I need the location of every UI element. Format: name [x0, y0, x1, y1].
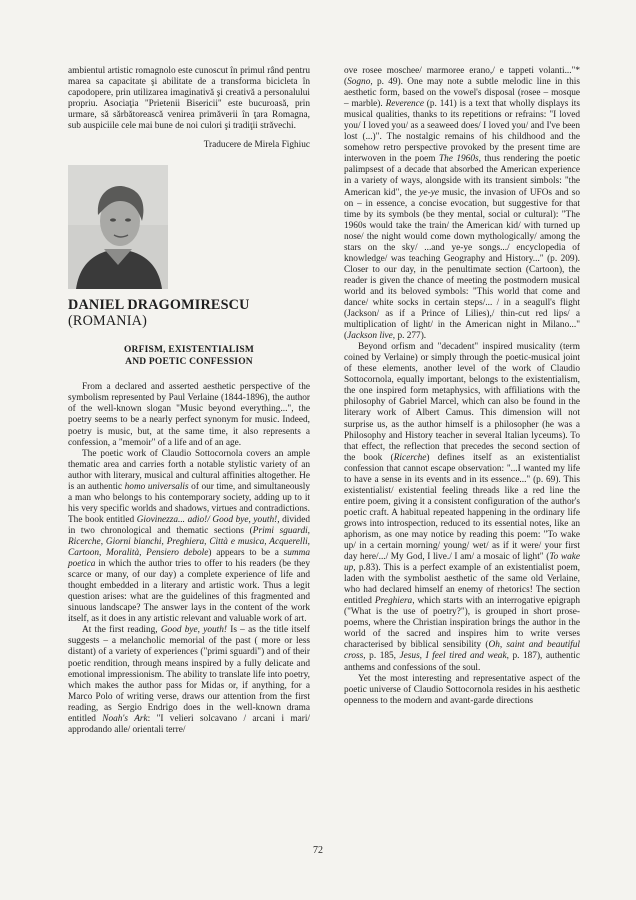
paragraph-2: The poetic work of Claudio Sottocornola covers an ample thematic area and carries forth a notable stylistic variety of an author with literary, musical and cultural affinities altogether. He is an authentic homo universalis of our time, and simultaneously a man who belongs to his contemporary society, adding up to it his very specific worlds and shadows, virtues and contradictions. The book entitled Giovinezza... adio!/ Good bye, youth!, divided in two chronological and thematic sections (Primi sguardi, Ricerche, Giorni bianchi, Preghiera, Città e musica, Acquerelli, Cartoon, Moralità, Pensiero debole) appears to be a summa poetica in which the author tries to offer to his readers (be they scarce or many, of our day) a complete experience of life and thought embedded in a literary and artistic work. Thus a legit question arises: what are the guidelines of this fragmented and sinuous landscape? The answer lays in the content of the work itself, as it does in any artistic relevant and valuable work of art. [68, 448, 310, 625]
author-country: (ROMANIA) [68, 313, 148, 330]
paragraph-4: ove rosee moschee/ marmoree erano,/ e tappeti volanti..."* (Sogno, p. 49). One may note a subtle melodic line in this aesthetic form, based on the vowel's disposal (rosee – mosque – marble). Reverence (p. 141) is a text that wholly displays its musical qualities, thanks to its repetitions or refrains: "I loved you/ I loved you/ as a seaweed does/ I loved you/ and I've been lost (...)". The nostalgic remains of his childhood and the somehow retro perspective provoked by the present time are interwoven in the poem The 1960s, thus rendering the poetic palimpsest of a decade that absorbed the American experience in a variety of ways, alongside with its transient simbols: "the American kid", the ye-ye music, the invasion of UFOs and so on – in essence, a concise evocation, but suggestive for that time by its symbols (be they mental, social or cultural): "The 1960s would take the train/ the American kid/ with turned up nose/ the night would come down mythologically/ among the stars on the sky/ ...and ye-ye songs.../ encyclopedia of knowledge/ was teaching Geography and History..." (p. 209). Closer to our day, in the penultimate section (Cartoon), the reader is given the chance of meeting the postmodern musical world and its beloved symbols: "This world that come and dance/ white socks in certain steps/... / in a seagull's flight (Jackson/ as if a Prince of Lilies),/ thin-cut red lips/ a multiplication of light/ in the American night in Milano..." (Jackson live, p. 277). [344, 66, 581, 342]
author-name: DANIEL DRAGOMIRESCU [68, 297, 250, 314]
author-photo [68, 165, 168, 289]
intro-paragraph: ambientul artistic romagnolo este cunoscut în primul rând pentru marea sa capacitate şi abilitate de a transforma bicicleta în capodopere, prin utilizarea imaginativă şi creativă a personalului propriu. Asociaţia "Prietenii Bisericii" este bucuroasă, prin urmare, să sărbătorească venirea primăverii în ţara Romagna, sub auspiciile cele mai bune de noi culori şi tradiţii străvechi. [68, 66, 310, 132]
author-portrait-image [68, 165, 168, 289]
page-number: 72 [313, 845, 323, 856]
paragraph-3: At the first reading, Good bye, youth! Is – as the title itself suggests – a melancholic memorial of the past ( more or less distant) of a variety of experiences ("primi sguardi") and of their poetic rendition, through means inspired by a fully delicate and emotional impressionism. The ability to translate life into poetry, which makes the author pass for Midas or, if anything, for a Marco Polo of writing verse, draws our attention from the first reading, as Sergio Endrigo does in the well-known drama entitled Noah's Ark: "I velieri solcavano / arcani i mari/ approdando alle/ orientali terre/ [68, 625, 310, 735]
article-title-line-2: AND POETIC CONFESSION [125, 356, 253, 367]
author-heading [68, 297, 310, 329]
paragraph-1: From a declared and asserted aesthetic perspective of the symbolism represented by Paul Verlaine (1844-1896), the author of the well-known slogan "Music beyond everything...", the poetry seems to be a nearly perfect synonym for music. Indeed, poetry is music, but, at the same time, it also represents a confession, a "memoir" of a life and of an age. [68, 382, 310, 448]
article-title [68, 345, 310, 368]
paragraph-6: Yet the most interesting and representative aspect of the poetic universe of Claudio Sottocornola resides in his aesthetic openness to the modern and avant-garde directions [344, 673, 580, 706]
translator-credit: Traducere de Mirela Fighiuc [203, 140, 310, 151]
paragraph-5: Beyond orfism and "decadent" inspired musicality (term coined by Verlaine) or simply through the poetic-musical joint of these elements, another level of the work of Claudio Sottocornola, equally important, belongs to the existentialism, the one inspired form metaphysics, with affiliations with the philosophy of Gabriel Marcel, which can also be found in the literary work of Albert Camus. This dimension will not surprise us, as the author himself is a philosopher (he was a Philosophy and History teacher in several Italian lyceums). To that effect, the reflection that precedes the second section of the book (Ricerche) defines itself as an existentialist confession that cannot escape observation: "...I wanted my life to have a sense in its events and in its essence..." (p. 69). This existentialist/ existential feeling threads like a red line the entire poem, giving it a consistent configuration of the author's poetic craft. A habitual repeated happening in the ordinary life grows into introspection, reduced to its essential notes, like an aphorism, as one may notice by reading this poem: "To wake up/ in a certain morning/ young/ wet/ as if it were/ your first day here/.../ My God, I live./ I am/ a mosaic of light" (To wake up, p.83). This is a perfect example of an existentialist poem, laden with the symbolist aesthetic of the same old Verlaine, who had declared himself an enemy of rhetorics! The section entitled Preghiera, which starts with an interrogative epigraph ("What is the use of poetry?"), is grouped in short prose-poems, where the Christian inspiration brings the author in the world of the sacred and inspires him to write verses characterised by biblical sensibility (Oh, saint and beautiful cross, p. 185, Jesus, I feel tired and weak, p. 187), authentic anthems and confessions of the soul. [344, 342, 580, 673]
article-title-line-1: ORFISM, EXISTENTIALISM [123, 345, 255, 356]
right-column [344, 66, 580, 707]
left-column [68, 66, 310, 736]
